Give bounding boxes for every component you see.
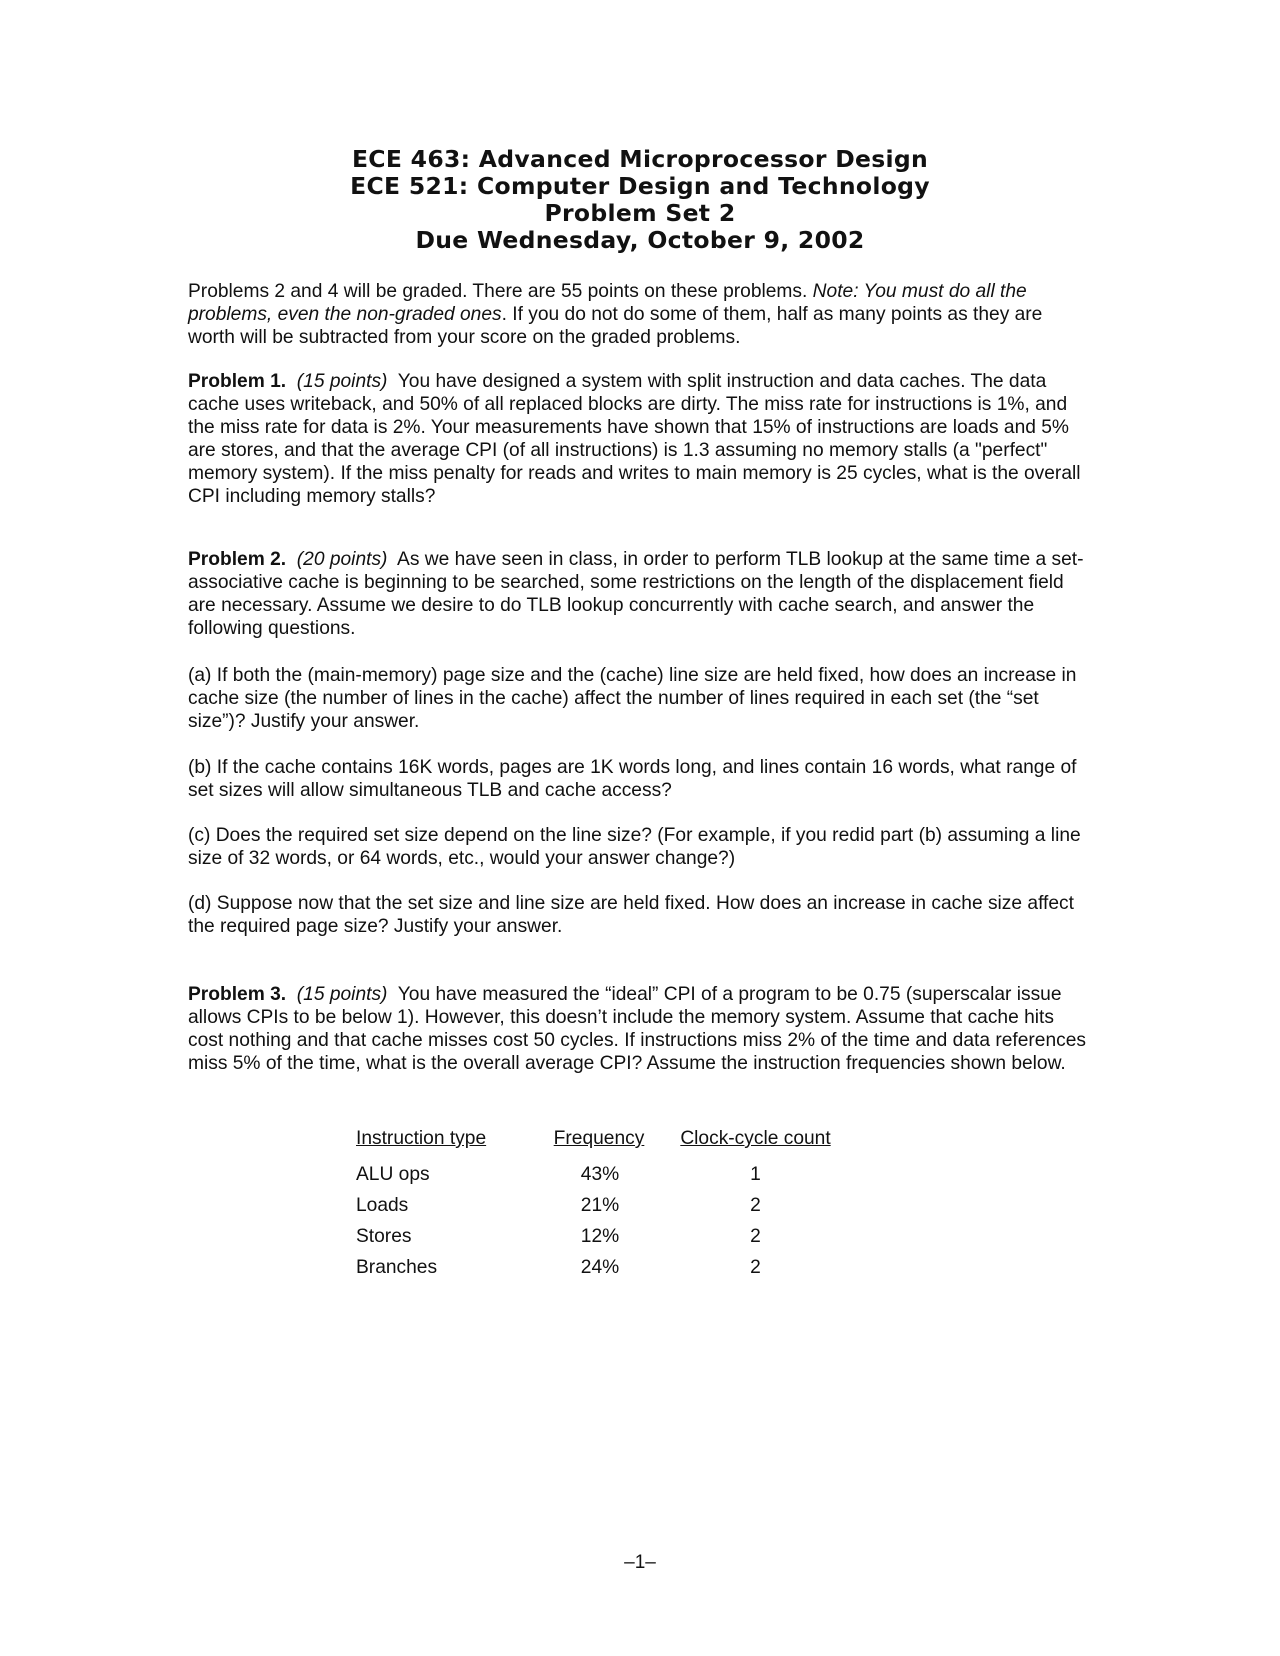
problem-3-text: You have measured the “ideal” CPI of a program to be 0.75 (superscalar issue allows CPIs to be below 1). However, this doesn’t include the memory system. Assume that cache hits cost nothing and that cache misses cost 50 cycles. If instructions miss 2% of the time and data references miss 5% of the time, what is the overall average CPI? Assume the instruction frequencies shown below. [188,984,1086,1074]
table-row [356,1195,896,1226]
problem-2-text: As we have seen in class, in order to perform TLB lookup at the same time a set-associative cache is beginning to be searched, some restrictions on the length of the displacement field are necessary. Assume we desire to do TLB lookup concurrently with cache search, and answer the following questions. [188,549,1084,639]
title-line-course-463: ECE 463: Advanced Microprocessor Design [351,145,929,173]
intro-text-continued: . If you do not do some of them, half as many points as they are worth will be subtracted from your score on the graded problems. [188,304,1043,348]
problem-1-text: You have designed a system with split instruction and data caches. The data cache uses writeback, and 50% of all replaced blocks are dirty. The miss rate for instructions is 1%, and the miss rate for data is 2%. Your measurements have shown that 15% of instructions are loads and 5% are stores, and that the average CPI (of all instructions) is 1.3 assuming no memory stalls (a "perfect" memory system). If the miss penalty for reads and writes to main memory is 25 cycles, what is the overall CPI including memory stalls? [188,371,1081,507]
table-header-frequency: Frequency [553,1128,645,1149]
problem-1-points: (15 points) [296,371,388,392]
table-cell-instruction-type: Branches [356,1257,438,1278]
problem-1-label: Problem 1. [188,371,287,392]
problem-2-label: Problem 2. [188,549,287,570]
table-row [356,1226,896,1257]
table-row [356,1257,896,1288]
table-cell-clock-cycle-count: 2 [750,1257,761,1278]
instruction-frequency-table [356,1128,896,1288]
table-header-row [356,1128,896,1164]
intro-text: Problems 2 and 4 will be graded. There are 55 points on these problems. [188,281,813,302]
title-line-problem-set: Problem Set 2 [544,199,736,227]
problem-2-part-c-text: (c) Does the required set size depend on the line size? (For example, if you redid part (b) assuming a line size of 32 words, or 64 words, etc., would your answer change?) [188,825,1081,869]
problem-3-label: Problem 3. [188,984,287,1005]
table-cell-frequency: 43% [580,1164,620,1185]
table-header-instruction-type: Instruction type [356,1128,487,1149]
document-title [0,146,1280,254]
problem-1 [188,370,1093,508]
intro-paragraph [188,280,1093,349]
intro-note: Note: You must do all the problems, even the non-graded ones [188,281,1027,325]
table-cell-clock-cycle-count: 2 [750,1195,761,1216]
table-cell-frequency: 21% [580,1195,620,1216]
table-cell-instruction-type: Loads [356,1195,409,1216]
title-line-course-521: ECE 521: Computer Design and Technology [350,172,930,200]
problem-2-part-a [188,664,1093,733]
problem-2-part-d-text: (d) Suppose now that the set size and line size are held fixed. How does an increase in cache size affect the required page size? Justify your answer. [188,893,1074,937]
page-number: –1– [624,1552,656,1573]
problem-2 [188,548,1093,640]
problem-2-part-d [188,892,1093,938]
problem-2-points: (20 points) [296,549,388,570]
table-row [356,1164,896,1195]
table-cell-instruction-type: ALU ops [356,1164,430,1185]
problem-2-part-c [188,824,1093,870]
title-line-due-date: Due Wednesday, October 9, 2002 [415,226,865,254]
table-cell-frequency: 12% [580,1226,620,1247]
table-header-clock-cycle-count: Clock-cycle count [680,1128,831,1149]
problem-2-part-a-text: (a) If both the (main-memory) page size and the (cache) line size are held fixed, how does an increase in cache size (the number of lines in the cache) affect the number of lines required in each set (the “set size”)? Justify your answer. [188,665,1077,732]
problem-3-points: (15 points) [296,984,388,1005]
table-cell-clock-cycle-count: 1 [750,1164,761,1185]
problem-2-part-b [188,756,1093,802]
table-cell-instruction-type: Stores [356,1226,412,1247]
problem-2-part-b-text: (b) If the cache contains 16K words, pages are 1K words long, and lines contain 16 words, what range of set sizes will allow simultaneous TLB and cache access? [188,757,1077,801]
problem-3 [188,983,1093,1075]
table-cell-clock-cycle-count: 2 [750,1226,761,1247]
table-cell-frequency: 24% [580,1257,620,1278]
